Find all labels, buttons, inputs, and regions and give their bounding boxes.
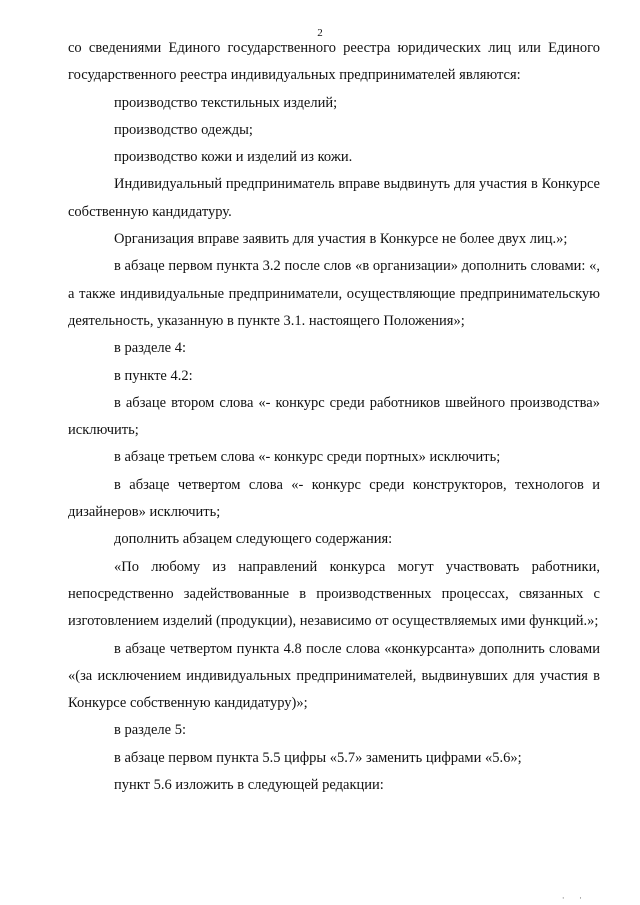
paragraph: производство текстильных изделий; <box>114 94 338 111</box>
paragraph: Индивидуальный предприниматель вправе выдвинуть для участия в Конкурсе собственную кандидатуру. <box>68 176 600 220</box>
paragraph: «По любому из направлений конкурса могут участвовать работники, непосредственно задействованные в производственных процессах, связанных с изготовлением изделий (продукции), независимо от осуществляемых ими функций.»; <box>68 558 600 630</box>
paragraph: в абзаце втором слова «- конкурс среди работников швейного производства» исключить; <box>68 394 600 439</box>
paragraph: со сведениями Единого государственного реестра юридических лиц или Единого государственного реестра индивидуальных предпринимателей являются: <box>68 40 600 84</box>
paragraph: в абзаце четвертом пункта 4.8 после слова «конкурсанта» дополнить словами «(за исключением индивидуальных предпринимателей, выдвинувших для участия в Конкурсе собственную кандидатуру)»; <box>68 640 600 712</box>
paragraph: пункт 5.6 изложить в следующей редакции: <box>114 777 384 794</box>
paragraph: в абзаце первом пункта 3.2 после слов «в организации» дополнить словами: «, а также индивидуальные предприниматели, осуществляющие предпринимательскую деятельность, указанную в пункте 3.1. настоящего Положения»; <box>68 258 600 329</box>
paragraph: в абзаце четвертом слова «- конкурс среди конструкторов, технологов и дизайнеров» исключить; <box>68 476 600 521</box>
paragraph: в разделе 5: <box>114 722 187 739</box>
paragraph: в абзаце третьем слова «- конкурс среди портных» исключить; <box>114 449 501 466</box>
scan-corner-mark: · · <box>561 893 588 903</box>
paragraph: дополнить абзацем следующего содержания: <box>114 531 393 548</box>
page-number: 2 <box>317 27 323 39</box>
paragraph: в разделе 4: <box>114 340 187 357</box>
paragraph: в абзаце первом пункта 5.5 цифры «5.7» заменить цифрами «5.6»; <box>114 749 522 766</box>
paragraph: Организация вправе заявить для участия в Конкурсе не более двух лиц.»; <box>114 231 568 248</box>
paragraph: производство одежды; <box>114 121 253 138</box>
paragraph: в пункте 4.2: <box>114 367 193 384</box>
document-body <box>68 35 600 799</box>
paragraph: производство кожи и изделий из кожи. <box>114 149 353 166</box>
